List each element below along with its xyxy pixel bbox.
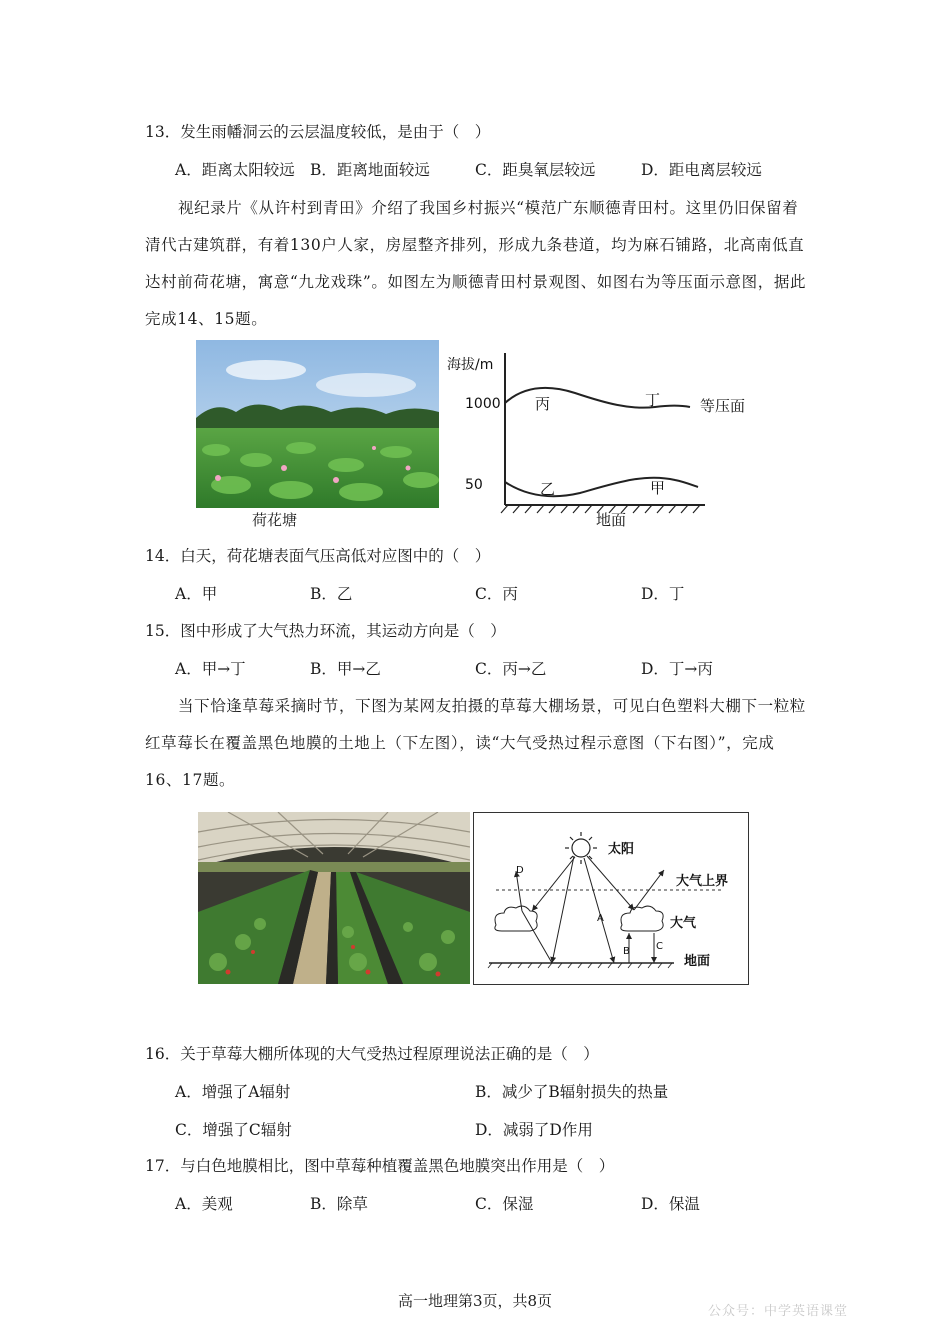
label-atmosphere: 大气	[670, 916, 697, 931]
passage-2: 当下恰逢草莓采摘时节，下图为某网友拍摄的草莓大棚场景，可见白色塑料大棚下一粒粒红草莓长在覆盖黑色地膜的土地上（下左图），读“大气受热过程示意图（下右图）”，完成16、17题。	[145, 697, 806, 789]
lotus-photo-caption: 荷花塘	[252, 511, 298, 529]
isobar-diagram	[440, 345, 770, 530]
q17-option-a: A．美观	[175, 1195, 233, 1213]
q13-option-b: B．距离地面较远	[310, 161, 430, 179]
label-yi: 乙	[540, 480, 556, 498]
isobar-tick-1000: 1000	[465, 396, 501, 412]
arrow-label-b: B	[623, 946, 630, 957]
q17-option-c: C．保湿	[475, 1195, 534, 1213]
atmospheric-heating-diagram	[473, 812, 749, 985]
q17-option-d: D．保温	[641, 1195, 700, 1213]
q16-option-d: D．减弱了D作用	[475, 1121, 593, 1139]
q16-option-b: B．减少了B辐射损失的热量	[475, 1083, 669, 1101]
isobar-tick-50: 50	[465, 477, 483, 493]
q13-stem: 13．发生雨幡洞云的云层温度较低，是由于（ ）	[145, 123, 491, 141]
q15-option-a: A．甲→丁	[175, 660, 246, 678]
q16-stem: 16．关于草莓大棚所体现的大气受热过程原理说法正确的是（ ）	[145, 1045, 599, 1063]
strawberry-greenhouse-photo	[198, 812, 470, 984]
label-jia: 甲	[650, 479, 666, 497]
label-upper-atmosphere: 大气上界	[676, 874, 729, 889]
lotus-pond-photo	[196, 340, 439, 508]
q14-option-b: B．乙	[310, 585, 353, 603]
q15-option-d: D．丁→丙	[641, 660, 713, 678]
q15-stem: 15．图中形成了大气热力环流，其运动方向是（ ）	[145, 622, 506, 640]
q14-option-a: A．甲	[175, 585, 218, 603]
label-ground-2: 地面	[684, 954, 711, 969]
label-ground: 地面	[596, 511, 627, 529]
q14-option-c: C．丙	[475, 585, 518, 603]
q13-option-d: D．距电离层较远	[641, 161, 762, 179]
cloud-right-icon	[621, 906, 663, 931]
label-isobar: 等压面	[700, 397, 746, 415]
sun-icon	[565, 832, 597, 864]
q16-option-c: C．增强了C辐射	[175, 1121, 292, 1139]
arrow-label-a: A	[597, 913, 604, 924]
passage-1: 视纪录片《从许村到青田》介绍了我国乡村振兴“模范广东顺德青田村。这里仍旧保留着清代古建筑群，有着130户人家，房屋整齐排列，形成九条巷道，均为麻石铺路，北高南低直达村前荷花塘，寓意“九龙戏珠”。如图左为顺德青田村景观图、如图右为等压面示意图，据此完成14、15题。	[145, 199, 807, 328]
q17-option-b: B．除草	[310, 1195, 368, 1213]
page-footer: 高一地理第3页，共8页	[397, 1292, 553, 1310]
arrow-label-c: C	[656, 941, 663, 952]
isobar-ylabel: 海拔/m	[447, 357, 494, 373]
cloud-left-icon	[495, 906, 537, 931]
q15-option-b: B．甲→乙	[310, 660, 381, 678]
q15-option-c: C．丙→乙	[475, 660, 547, 678]
q14-option-d: D．丁	[641, 585, 685, 603]
q17-stem: 17．与白色地膜相比，图中草莓种植覆盖黑色地膜突出作用是（ ）	[145, 1157, 615, 1175]
q14-stem: 14．白天，荷花塘表面气压高低对应图中的（ ）	[145, 547, 491, 565]
label-ding: 丁	[645, 391, 661, 409]
watermark: 公众号：中学英语课堂	[708, 1304, 849, 1319]
q13-option-c: C．距臭氧层较远	[475, 161, 596, 179]
q16-option-a: A．增强了A辐射	[175, 1083, 291, 1101]
label-sun: 太阳	[608, 842, 635, 857]
label-bing: 丙	[535, 395, 551, 413]
arrow-label-d: D	[516, 865, 524, 876]
q13-option-a: A．距离太阳较远	[175, 161, 295, 179]
